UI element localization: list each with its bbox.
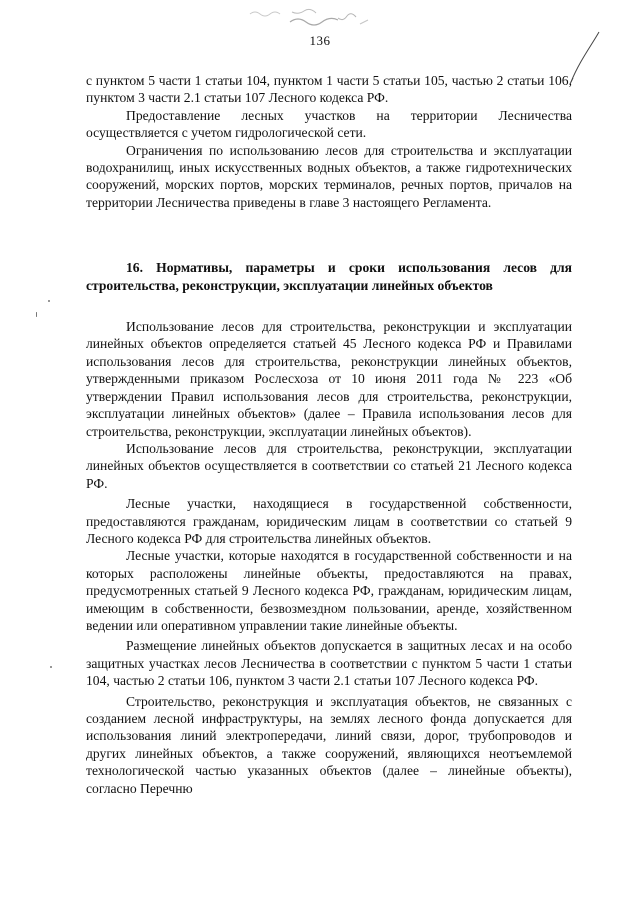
paragraph: Строительство, реконструкция и эксплуатация объектов, не связанных с созданием лесной инфраструктуры, на землях лесного фонда допускается для использования линий электропередачи, линий связи, дорог, трубопроводов и других линейных объектов, а также сооружений, являющихся неотъемлемой технологической частью указанных объектов (далее – линейные объекты), согласно Перечню <box>86 693 572 796</box>
paragraph: Лесные участки, которые находятся в государственной собственности и на которых расположены линейные объекты, предоставляются на правах, предусмотренных статьей 9 Лесного кодекса РФ, гражданам, юридическим лицам, имеющим в собственности, безвозмездном пользовании, аренде, хозяйственном ведении или оперативном управлении такие линейные объекты. <box>86 548 572 633</box>
page-number: 136 <box>309 33 331 48</box>
paragraph: с пунктом 5 части 1 статьи 104, пунктом 1 части 5 статьи 105, частью 2 статьи 106, пунктом 3 части 2.1 статьи 107 Лесного кодекса РФ. <box>86 73 572 106</box>
paragraph: Ограничения по использованию лесов для строительства и эксплуатации водохранилищ, иных искусственных водных объектов, а также гидротехнических сооружений, морских портов, морских терминалов, речных портов, причалов на территории Лесничества приведены в главе 3 настоящего Регламента. <box>86 142 572 210</box>
paragraph: Предоставление лесных участков на территории Лесничества осуществляется с учетом гидрологической сети. <box>86 107 572 141</box>
paragraph: Использование лесов для строительства, реконструкции и эксплуатации линейных объектов определяется статьей 45 Лесного кодекса РФ и Правилами использования лесов для строительства, реконструкции линейных объектов, утвержденными приказом Рослесхоза от 10 июня 2011 года № 223 «Об утверждении Правил использования лесов для строительства, реконструкции, эксплуатации линейных объектов» (далее – Правила использования лесов для строительства, реконструкции, эксплуатации линейных объектов). <box>86 319 572 439</box>
faded-stamp-mark <box>220 4 420 34</box>
paragraph: Использование лесов для строительства, реконструкции, эксплуатации линейных объектов осуществляется в соответствии со статьей 21 Лесного кодекса РФ. <box>86 440 572 491</box>
scan-speck <box>36 312 37 317</box>
paragraph: Лесные участки, находящиеся в государственной собственности, предоставляются гражданам, юридическим лицам в соответствии со статьей 9 Лесного кодекса РФ для строительства линейных объектов. <box>86 496 572 546</box>
paragraph: Размещение линейных объектов допускается в защитных лесах и на особо защитных участках лесов Лесничества в соответствии с пунктом 5 части 1 статьи 104, частью 2 статьи 106, пунктом 3 части 2.1 статьи 107 Лесного кодекса РФ. <box>86 638 572 689</box>
scan-speck <box>50 666 52 668</box>
section-heading: 16. Нормативы, параметры и сроки использования лесов для строительства, реконструкции, эксплуатации линейных объектов <box>86 260 572 293</box>
document-body <box>86 72 572 797</box>
scan-speck <box>48 300 50 302</box>
